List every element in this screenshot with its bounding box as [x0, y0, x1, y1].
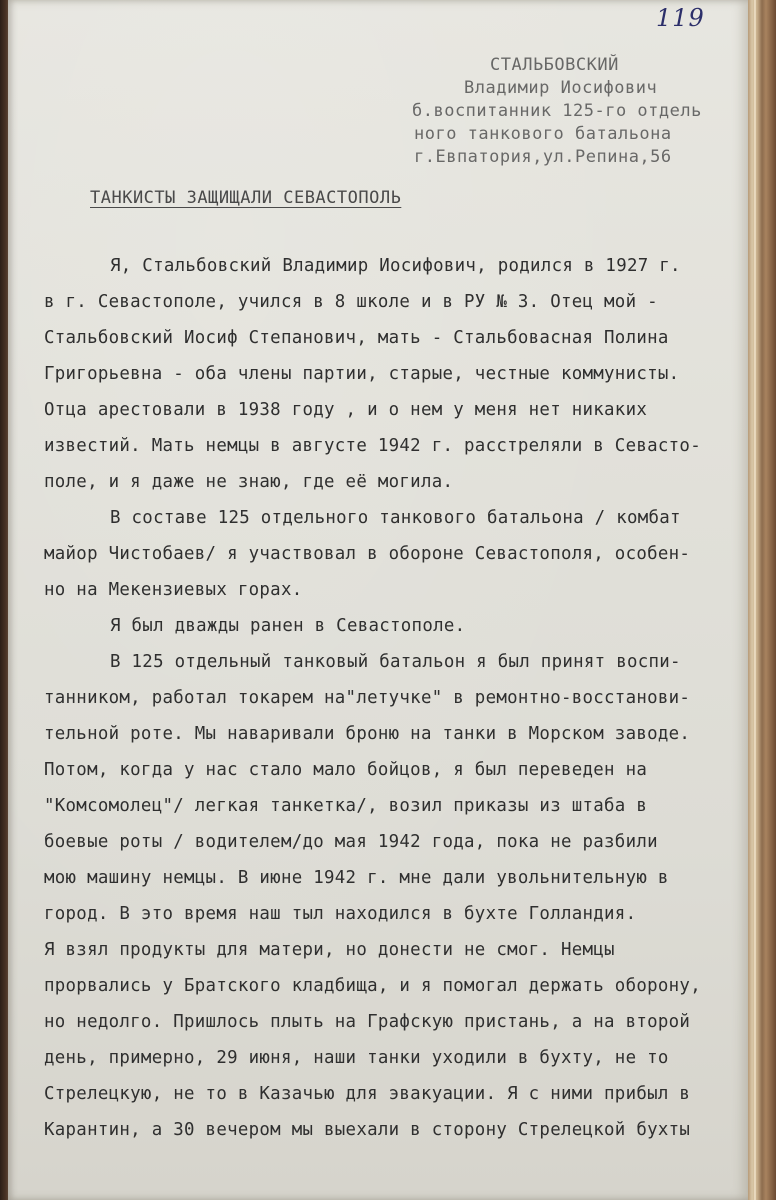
author-given-name: Владимир Иосифович: [464, 78, 658, 98]
text-line: мою машину немцы. В июне 1942 г. мне дали увольнительную в: [44, 868, 669, 888]
author-address: г.Евпатория,ул.Репина,56: [414, 147, 672, 167]
text-line: Стрелецкую, не то в Казачью для эвакуации. Я с ними прибыл в: [44, 1084, 691, 1104]
text-line: В 125 отдельный танковый батальон я был принят воспи-: [110, 652, 681, 672]
text-line: день, примерно, 29 июня, наши танки уходили в бухту, не то: [44, 1048, 669, 1068]
text-line: но недолго. Пришлось плыть на Графскую пристань, а на второй: [44, 1012, 691, 1032]
text-line: прорвались у Братского кладбища, и я помогал держать оборону,: [44, 976, 701, 996]
text-line: "Комсомолец"/ легкая танкетка/, возил приказы из штаба в: [44, 796, 648, 816]
text-line: тельной роте. Мы наваривали броню на танки в Морском заводе.: [44, 724, 691, 744]
binder-page-edges: [748, 0, 776, 1200]
text-line: В составе 125 отдельного танкового батальона / комбат: [110, 508, 681, 528]
author-description-line-2: ного танкового батальона: [414, 124, 672, 144]
text-line: майор Чистобаев/ я участвовал в обороне Севастополя, особен-: [44, 544, 691, 564]
text-line: боевые роты / водителем/до мая 1942 года, пока не разбили: [44, 832, 658, 852]
document-body: [44, 248, 756, 1148]
text-line: известий. Мать немцы в августе 1942 г. расстреляли в Севасто-: [44, 436, 701, 456]
document-title: ТАНКИСТЫ ЗАЩИЩАЛИ СЕВАСТОПОЛЬ: [90, 188, 402, 208]
text-line: Потом, когда у нас стало мало бойцов, я был переведен на: [44, 760, 648, 780]
text-line: танником, работал токарем на"летучке" в ремонтно-восстанови-: [44, 688, 691, 708]
text-line: Я взял продукты для матери, но донести не смог. Немцы: [44, 940, 615, 960]
document-sheet: [8, 0, 748, 1200]
author-description-line-1: б.воспитанник 125-го отдель: [412, 101, 702, 121]
author-block: [412, 54, 756, 169]
text-line: в г. Севастополе, учился в 8 школе и в РУ № 3. Отец мой -: [44, 292, 658, 312]
text-line: город. В это время наш тыл находился в бухте Голландия.: [44, 904, 637, 924]
page-number: 119: [656, 4, 705, 32]
text-line: Отца арестовали в 1938 году , и о нем у меня нет никаких: [44, 400, 648, 420]
text-line: Карантин, а 30 вечером мы выехали в сторону Стрелецкой бухты: [44, 1120, 691, 1140]
text-line: Я был дважды ранен в Севастополе.: [110, 616, 466, 636]
author-surname: СТАЛЬБОВСКИЙ: [490, 55, 619, 75]
text-line: Григорьевна - оба члены партии, старые, честные коммунисты.: [44, 364, 680, 384]
text-line: но на Мекензиевых горах.: [44, 580, 303, 600]
text-line: поле, и я даже не знаю, где её могила.: [44, 472, 454, 492]
text-line: Я, Стальбовский Владимир Иосифович, родился в 1927 г.: [110, 256, 681, 276]
text-line: Стальбовский Иосиф Степанович, мать - Стальбовасная Полина: [44, 328, 669, 348]
